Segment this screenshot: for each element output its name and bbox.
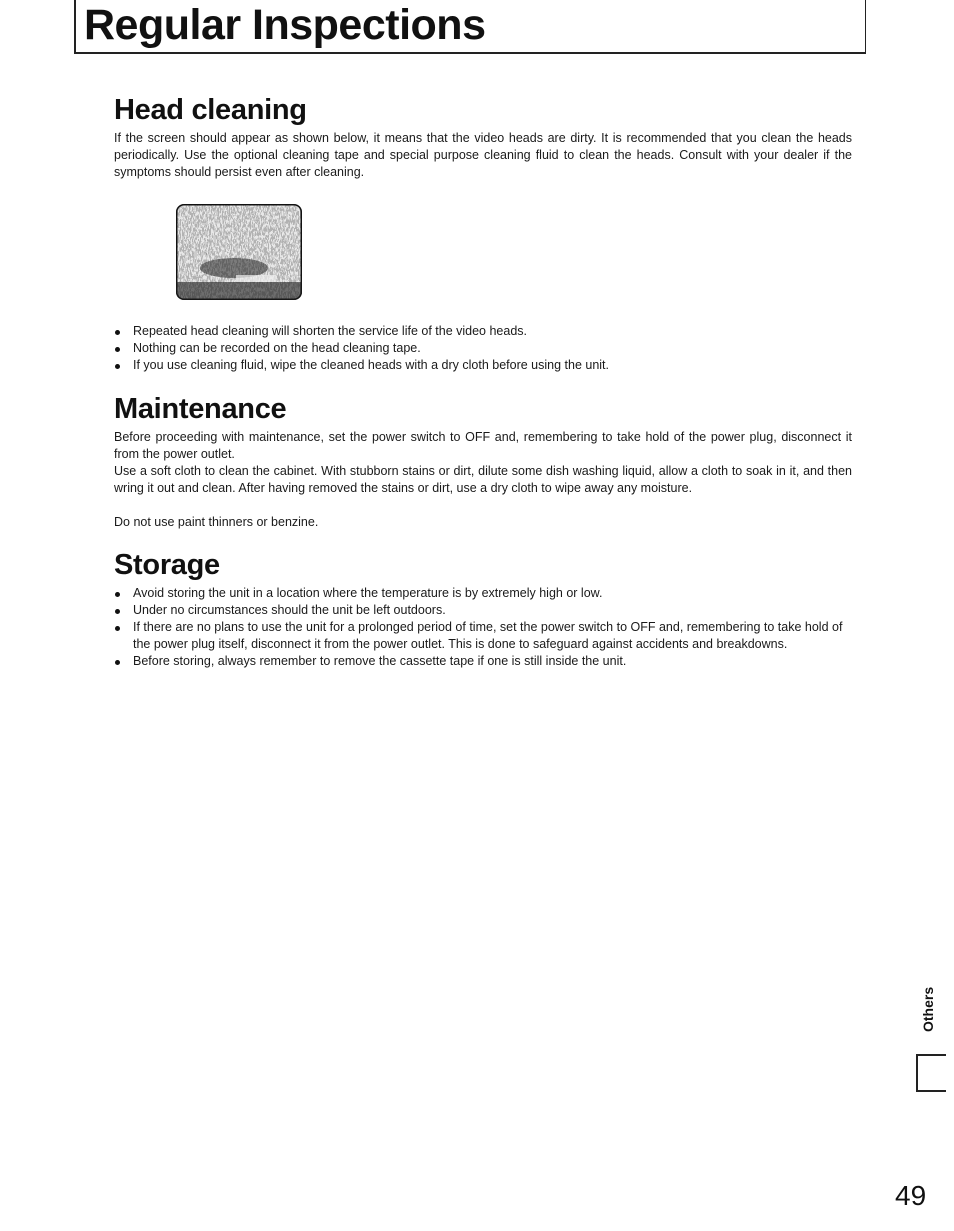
maintenance-paragraph-2: Use a soft cloth to clean the cabinet. With stubborn stains or dirt, dilute some dish washing liquid, allow a cloth to soak in it, and then wring it out and clean. After having removed the stains or dirt, use a dry cloth to wipe away any moisture. bbox=[114, 464, 852, 495]
page-number: 49 bbox=[895, 1180, 927, 1211]
page-title: Regular Inspections bbox=[84, 1, 486, 49]
list-item: Under no circumstances should the unit be left outdoors. bbox=[114, 602, 854, 619]
storage-heading: Storage bbox=[114, 549, 220, 581]
storage-notes bbox=[114, 585, 854, 670]
noisy-screen-image bbox=[176, 204, 302, 300]
section-tab-label: Others bbox=[920, 986, 936, 1032]
head-cleaning-heading: Head cleaning bbox=[114, 94, 307, 126]
list-item: Repeated head cleaning will shorten the service life of the video heads. bbox=[114, 323, 854, 340]
maintenance-heading: Maintenance bbox=[114, 393, 287, 425]
maintenance-paragraph-1: Before proceeding with maintenance, set the power switch to OFF and, remembering to take hold of the power plug, disconnect it from the power outlet. bbox=[114, 430, 852, 461]
head-cleaning-notes bbox=[114, 323, 854, 374]
head-cleaning-paragraph: If the screen should appear as shown below, it means that the video heads are dirty. It is recommended that you clean the heads periodically. Use the optional cleaning tape and special purpose cleaning fluid to clean the heads. Consult with your dealer if the symptoms should persist even after cleaning. bbox=[114, 131, 852, 179]
maintenance-paragraph-3: Do not use paint thinners or benzine. bbox=[114, 515, 319, 529]
list-item: Before storing, always remember to remove the cassette tape if one is still inside the unit. bbox=[114, 653, 854, 670]
list-item: If there are no plans to use the unit for a prolonged period of time, set the power switch to OFF and, remembering to take hold of the power plug itself, disconnect it from the power outlet. This is done to safeguard against accidents and breakdowns. bbox=[114, 619, 854, 653]
list-item: If you use cleaning fluid, wipe the cleaned heads with a dry cloth before using the unit. bbox=[114, 357, 854, 374]
section-tab-marker bbox=[916, 1054, 946, 1092]
page-title-box bbox=[74, 0, 866, 54]
list-item: Nothing can be recorded on the head cleaning tape. bbox=[114, 340, 854, 357]
list-item: Avoid storing the unit in a location where the temperature is by extremely high or low. bbox=[114, 585, 854, 602]
